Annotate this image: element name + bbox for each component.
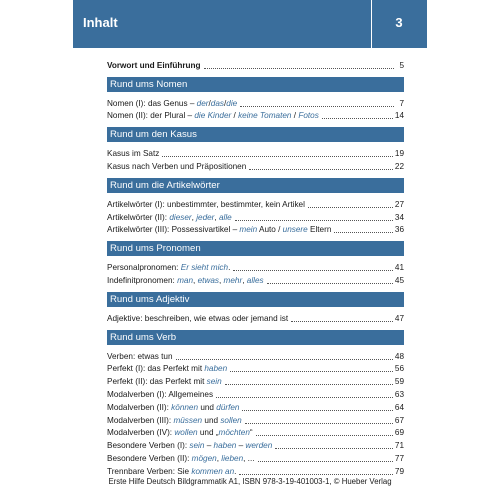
- dot-leader: [242, 410, 392, 411]
- toc-entry-page: 48: [394, 351, 404, 361]
- toc-entry-page: 5: [399, 60, 404, 70]
- toc-entry-page: 63: [394, 389, 404, 399]
- toc-entry-label: [107, 200, 305, 210]
- toc-entry: [107, 146, 404, 159]
- label-text: ,: [214, 212, 219, 222]
- label-text: /: [231, 111, 239, 121]
- section-heading: Rund ums Adjektiv: [107, 292, 404, 307]
- dot-leader: [291, 321, 393, 322]
- toc-entry-label: [107, 390, 213, 400]
- toc-entry-page: 77: [394, 453, 404, 463]
- toc-entry-label: [107, 213, 232, 223]
- toc-entry-page: 36: [394, 225, 404, 235]
- toc-entry-label: [107, 162, 246, 172]
- toc-entry: [107, 374, 404, 387]
- toc-entry-label: [107, 99, 237, 109]
- dot-leader: [334, 232, 393, 233]
- label-text: Auto /: [257, 225, 283, 235]
- dot-leader: [267, 283, 393, 284]
- toc-entry-page: 59: [394, 377, 404, 387]
- label-text: /: [291, 111, 299, 121]
- example-text: sein: [189, 441, 205, 451]
- toc-entry-page: 69: [394, 428, 404, 438]
- page-number: 3: [395, 15, 403, 30]
- dot-leader: [322, 118, 393, 119]
- label-text: und: [198, 402, 217, 412]
- example-text: haben: [204, 364, 228, 374]
- example-text: alle: [218, 212, 232, 222]
- toc-section: [107, 178, 404, 235]
- page-header: [73, 0, 427, 48]
- toc-entry-label: [107, 428, 253, 438]
- label-text: Modalverben (IV):: [107, 428, 175, 438]
- example-text: alles: [246, 275, 264, 285]
- dot-leader: [204, 68, 394, 69]
- label-text: Artikelwörter (II):: [107, 212, 170, 222]
- dot-leader: [275, 448, 393, 449]
- label-text: , ...: [243, 453, 255, 463]
- label-text: Besondere Verben (I):: [107, 441, 190, 451]
- example-text: kommen an: [191, 466, 235, 476]
- example-text: unsere: [282, 225, 308, 235]
- toc-entry: [107, 210, 404, 223]
- toc-entry-label: [107, 454, 255, 464]
- toc-entry: [107, 400, 404, 413]
- example-text: man: [177, 275, 194, 285]
- example-text: mögen: [191, 453, 217, 463]
- toc-entry-label: [107, 263, 230, 273]
- label-text: .: [228, 263, 231, 273]
- toc-entry: [107, 413, 404, 426]
- label-text: “: [249, 428, 253, 438]
- example-text: sollen: [220, 415, 242, 425]
- toc-entry-label: [107, 441, 272, 451]
- label-text: Nomen (II): der Plural –: [107, 111, 195, 121]
- dot-leader: [162, 156, 393, 157]
- toc-entry-intro: [107, 58, 404, 71]
- label-text: Trennbare Verben: Sie: [107, 466, 192, 476]
- toc-entry: [107, 438, 404, 451]
- label-text: Kasus nach Verben und Präpositionen: [107, 161, 247, 171]
- example-text: jeder: [196, 212, 215, 222]
- label-text: Kasus im Satz: [107, 149, 160, 159]
- label-text: Perfekt (II): das Perfekt mit: [107, 377, 207, 387]
- toc-entry-page: 14: [394, 111, 404, 121]
- label-text: /: [223, 98, 227, 108]
- toc-entry-page: 34: [394, 212, 404, 222]
- toc-entry-page: 41: [394, 263, 404, 273]
- page-title: Inhalt: [83, 15, 118, 30]
- label-text: Verben: etwas tun: [107, 351, 173, 361]
- example-text: etwas: [197, 275, 219, 285]
- label-text: Personalpronomen:: [107, 263, 181, 273]
- label-text: Indefinitpronomen:: [107, 275, 178, 285]
- dot-leader: [258, 461, 393, 462]
- toc-entry-label: [107, 403, 239, 413]
- dot-leader: [245, 423, 393, 424]
- toc-sections: [107, 77, 404, 477]
- label-text: Artikelwörter (I): unbestimmter, bestimmter, kein Artikel: [107, 199, 305, 209]
- example-text: sieht mich: [191, 263, 229, 273]
- toc-entry-page: 67: [394, 415, 404, 425]
- toc-entry-page: 22: [394, 161, 404, 171]
- dot-leader: [176, 359, 393, 360]
- section-heading: Rund ums Nomen: [107, 77, 404, 92]
- toc-entry-label: [107, 377, 222, 387]
- dot-leader: [308, 207, 393, 208]
- example-text: keine Tomaten: [238, 111, 292, 121]
- label-text: Nomen (I): das Genus –: [107, 98, 197, 108]
- toc-entry-page: 64: [394, 402, 404, 412]
- toc-entry-page: 56: [394, 364, 404, 374]
- toc-entry-page: 79: [394, 466, 404, 476]
- section-heading: Rund um die Artikelwörter: [107, 178, 404, 193]
- example-text: dieser: [169, 212, 192, 222]
- toc-entry-label: [107, 364, 227, 374]
- example-text: die: [226, 98, 238, 108]
- toc-entry-page: 19: [394, 149, 404, 159]
- toc-entry: [107, 464, 404, 477]
- example-text: werden: [245, 441, 273, 451]
- example-text: möchten: [218, 428, 250, 438]
- label-text: und: [202, 415, 221, 425]
- toc-entry-label: [107, 416, 242, 426]
- toc-entry: [107, 387, 404, 400]
- example-text: dürfen: [216, 402, 240, 412]
- toc-entry: [107, 159, 404, 172]
- toc-section: [107, 292, 404, 324]
- label-text: ,: [218, 275, 224, 285]
- label-text: Besondere Verben (II):: [107, 453, 192, 463]
- toc-section: [107, 77, 404, 122]
- label-text: .: [234, 466, 237, 476]
- toc-entry-page: 47: [394, 313, 404, 323]
- toc-entry: [107, 273, 404, 286]
- toc-entry-label: [107, 149, 159, 159]
- example-text: die Kinder: [194, 111, 232, 121]
- label-text: ,: [216, 453, 222, 463]
- toc-entry-label: [107, 314, 288, 324]
- label-text: und „: [197, 428, 219, 438]
- toc-entry: [107, 96, 404, 109]
- toc-entry-page: 27: [394, 199, 404, 209]
- dot-leader: [240, 106, 394, 107]
- toc-entry: [107, 109, 404, 122]
- example-text: müssen: [173, 415, 203, 425]
- toc-entry-page: 45: [394, 275, 404, 285]
- toc-entry: [107, 223, 404, 236]
- dot-leader: [239, 474, 392, 475]
- toc-entry-label: [107, 467, 236, 477]
- label-text: /: [208, 98, 211, 108]
- toc-entry-page: 7: [399, 98, 404, 108]
- toc-entry-label: [107, 352, 173, 362]
- example-text: mehr: [223, 275, 243, 285]
- toc-entry: [107, 349, 404, 362]
- dot-leader: [256, 435, 393, 436]
- section-heading: Rund um den Kasus: [107, 127, 404, 142]
- toc-entry: [107, 426, 404, 439]
- section-heading: Rund ums Pronomen: [107, 241, 404, 256]
- label-text: ,: [242, 275, 247, 285]
- label-text: Eltern: [307, 225, 332, 235]
- toc-entry-label: [107, 225, 331, 235]
- label-text: –: [236, 441, 246, 451]
- label-text: Perfekt (I): das Perfekt mit: [107, 364, 205, 374]
- footer-credit: Erste Hilfe Deutsch Bildgrammatik A1, ISBN 978-3-19-401003-1, © Hueber Verlag: [108, 477, 392, 486]
- toc-entry-label: [107, 276, 264, 286]
- toc-section: [107, 127, 404, 172]
- example-text: mein: [239, 225, 258, 235]
- toc-entry: [107, 451, 404, 464]
- example-text: Fotos: [298, 111, 319, 121]
- example-text: lieben: [221, 453, 244, 463]
- label-text: Modalverben (III):: [107, 415, 174, 425]
- toc-entry-page: 71: [394, 441, 404, 451]
- section-heading: Rund ums Verb: [107, 330, 404, 345]
- label-text: Modalverben (II):: [107, 402, 172, 412]
- label-text: ,: [193, 275, 198, 285]
- label-text: ,: [191, 212, 197, 222]
- dot-leader: [249, 169, 393, 170]
- label-text: Adjektive: beschreiben, wie etwas oder jemand ist: [107, 313, 289, 323]
- toc-section: [107, 241, 404, 286]
- dot-leader: [225, 384, 393, 385]
- dot-leader: [216, 397, 393, 398]
- toc-entry-label: [107, 111, 319, 121]
- label-text: Modalverben (I): Allgemeines: [107, 389, 214, 399]
- toc-entry: [107, 311, 404, 324]
- example-text: können: [171, 402, 199, 412]
- dot-leader: [233, 270, 393, 271]
- dot-leader: [230, 371, 393, 372]
- label-text: –: [204, 441, 214, 451]
- table-of-contents: [107, 58, 404, 477]
- toc-entry-label: Vorwort und Einführung: [107, 60, 201, 70]
- toc-entry: [107, 260, 404, 273]
- example-text: haben: [213, 441, 237, 451]
- example-text: Er: [180, 263, 189, 273]
- example-text: sein: [206, 377, 222, 387]
- dot-leader: [235, 220, 393, 221]
- toc-entry: [107, 362, 404, 375]
- label-text: Artikelwörter (III): Possessivartikel –: [107, 225, 240, 235]
- toc-entry: [107, 197, 404, 210]
- example-text: der: [196, 98, 209, 108]
- toc-section: [107, 330, 404, 477]
- example-text: wollen: [174, 428, 198, 438]
- example-text: das: [210, 98, 224, 108]
